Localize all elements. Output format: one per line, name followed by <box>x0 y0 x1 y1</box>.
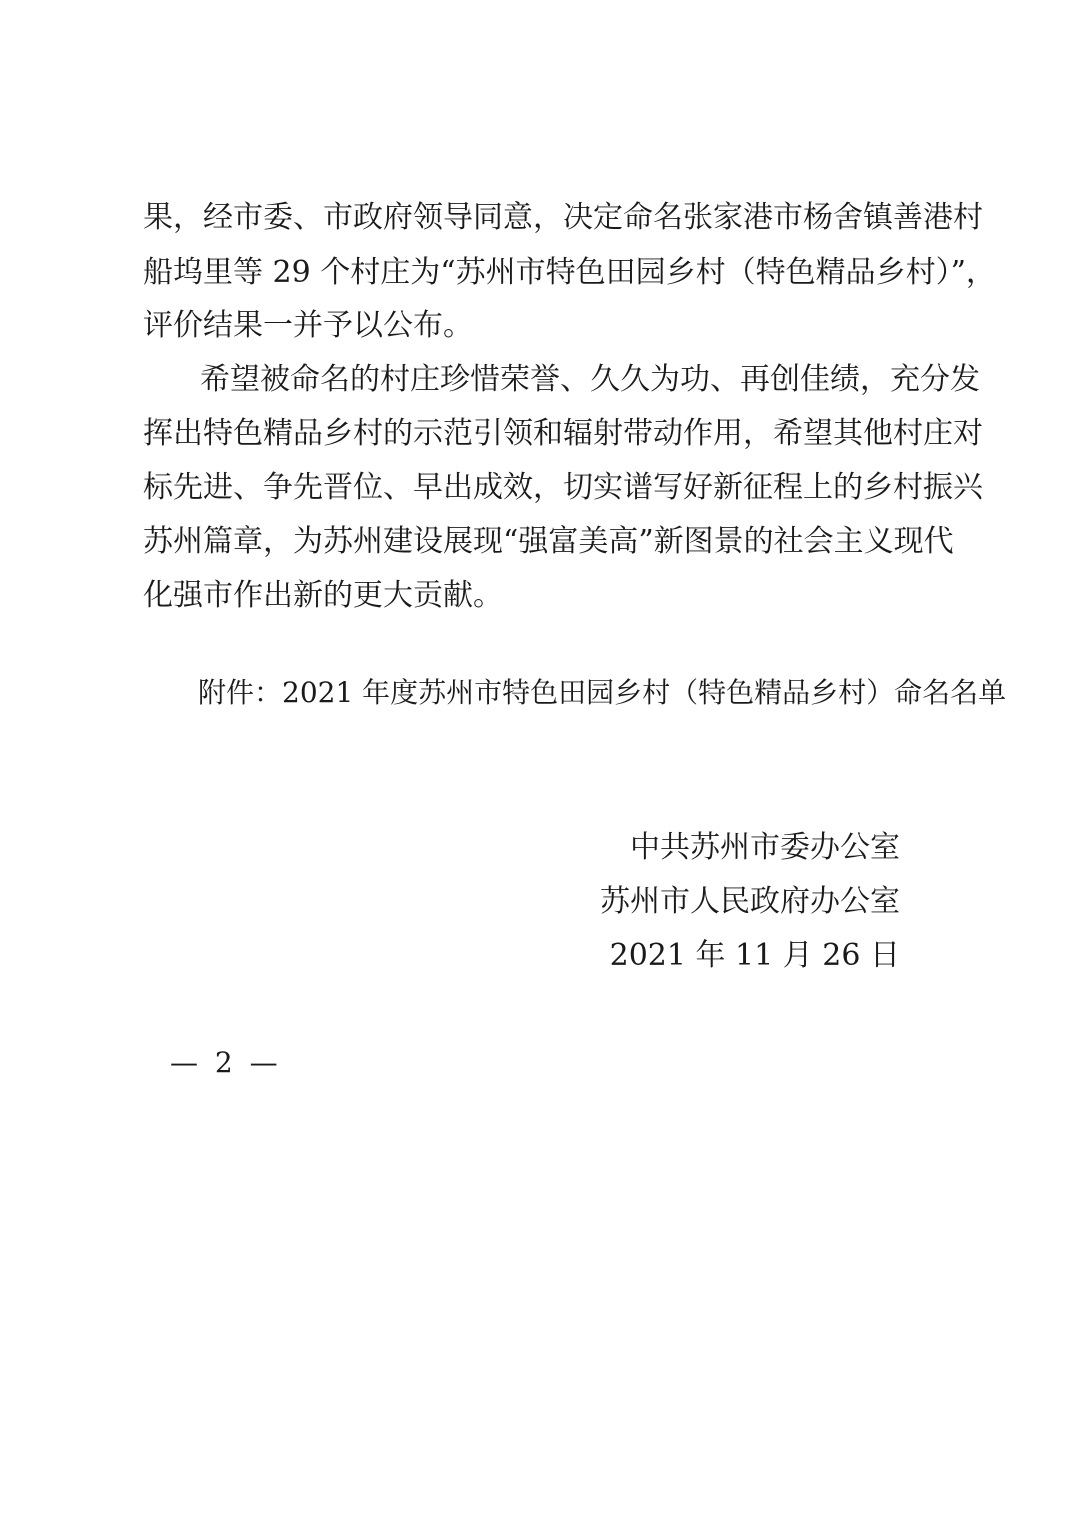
signature-government-office: 苏州市人民政府办公室 <box>600 884 900 919</box>
paragraph1-line2: 船坞里等 29 个村庄为“苏州市特色田园乡村（特色精品乡村）”， <box>143 255 996 290</box>
paragraph2-line1: 希望被命名的村庄珍惜荣誉、久久为功、再创佳绩，充分发 <box>200 362 980 397</box>
paragraph2-line3: 标先进、争先晋位、早出成效，切实谱写好新征程上的乡村振兴 <box>143 470 983 505</box>
paragraph2-line4: 苏州篇章，为苏州建设展现“强富美高”新图景的社会主义现代 <box>143 524 954 559</box>
page-number: — 2 — <box>170 1046 282 1079</box>
paragraph1-line1: 果，经市委、市政府领导同意，决定命名张家港市杨舍镇善港村 <box>143 200 983 235</box>
attachment-line: 附件：2021 年度苏州市特色田园乡村（特色精品乡村）命名名单 <box>198 676 1007 709</box>
signature-party-office: 中共苏州市委办公室 <box>630 830 900 865</box>
document-date: 2021 年 11 月 26 日 <box>609 938 900 973</box>
paragraph2-line5: 化强市作出新的更大贡献。 <box>143 578 503 613</box>
paragraph1-line3: 评价结果一并予以公布。 <box>143 308 473 343</box>
paragraph2-line2: 挥出特色精品乡村的示范引领和辐射带动作用，希望其他村庄对 <box>143 416 983 451</box>
